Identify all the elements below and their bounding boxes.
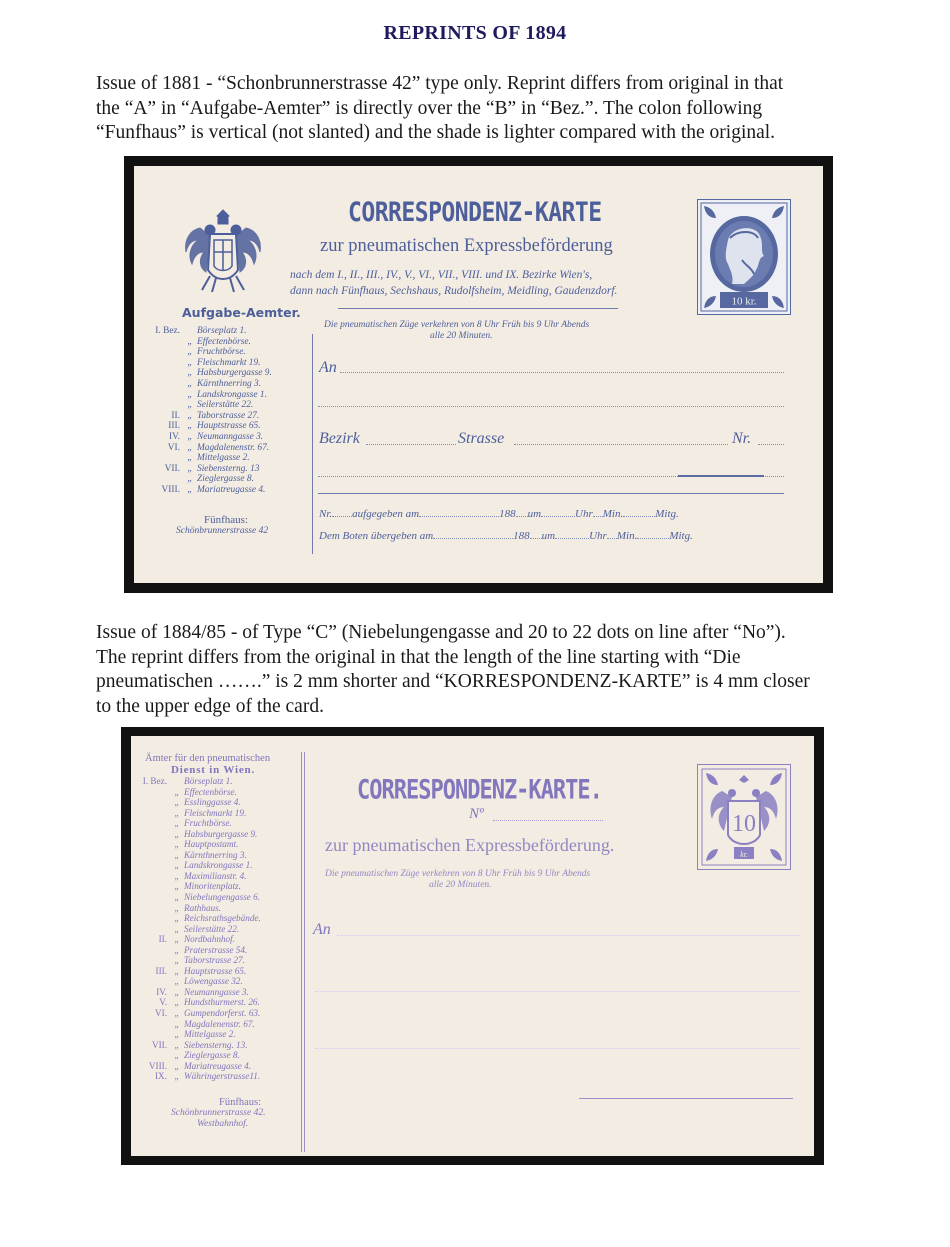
office-row: „ Landskrongasse 1. bbox=[174, 860, 253, 871]
card1-postcard bbox=[134, 166, 823, 583]
office-row: „ Rathhaus. bbox=[174, 902, 222, 913]
card1-address-line bbox=[340, 372, 784, 373]
card1-underline bbox=[678, 475, 764, 477]
office-row: II. „ Nordbahnhof. bbox=[158, 934, 235, 945]
card1-nr-line bbox=[758, 444, 784, 445]
card1-title: CORRESPONDENZ-KARTE bbox=[348, 198, 602, 228]
card1-row2: Dem Boten übergeben am 188 um Uhr Min. Mitg. bbox=[319, 530, 693, 542]
office-row: III. „ Hauptstrasse 65. bbox=[168, 421, 261, 432]
card2-no-mark: Nº bbox=[469, 806, 484, 822]
card2-postcard bbox=[131, 736, 814, 1156]
card1-title-rule bbox=[338, 308, 618, 309]
office-row: IV. „ Neumanngasse 3. bbox=[168, 431, 264, 442]
section1-line: Issue of 1881 - “Schonbrunnerstrasse 42” type only. Reprint differs from original in that bbox=[96, 73, 784, 94]
section1-line: “Funfhaus” is vertical (not slanted) and the shade is lighter compared with the original. bbox=[96, 122, 776, 143]
card2-stamp-unit: kr. bbox=[740, 850, 748, 859]
office-row: I. Bez. Börseplatz 1. bbox=[155, 326, 247, 336]
section2-line: to the upper edge of the card. bbox=[96, 695, 324, 717]
card2-stamp-value: 10 bbox=[732, 811, 756, 837]
card1-strasse-label: Strasse bbox=[458, 430, 505, 447]
office-row: VII. „ Siebensterng. 13. bbox=[151, 1039, 248, 1050]
office-row: „ Mittelgasse 2. bbox=[187, 453, 250, 464]
section2-line: pneumatischen …….” is 2 mm shorter and “KORRESPONDENZ-KARTE” is 4 mm closer bbox=[96, 671, 810, 692]
office-row: „ Effectenbörse. bbox=[174, 786, 237, 797]
fuenfhaus-address: Schönbrunnerstrasse 42 bbox=[176, 526, 269, 536]
card2-address-line bbox=[315, 1048, 799, 1049]
card1-subtitle: zur pneumatischen Expressbeförderung bbox=[320, 236, 613, 256]
office-row: III. „ Hauptstrasse 65. bbox=[155, 965, 247, 976]
card1-row1: Nr. aufgegeben am 188 um Uhr Min. Mitg. bbox=[319, 508, 679, 520]
office-row: „ Löwengasse 32. bbox=[174, 976, 243, 987]
card1-stamp bbox=[697, 199, 791, 315]
office-row: „ Effectenbörse. bbox=[187, 336, 251, 347]
card2-offices-heading-1: Ämter für den pneumatischen bbox=[145, 753, 271, 764]
card2-address-line bbox=[315, 991, 799, 992]
card2-train-note-1: Die pneumatischen Züge verkehren von 8 Uhr Früh bis 9 Uhr Abends bbox=[325, 869, 591, 879]
office-row: VI. „ Magdalenenstr. 67. bbox=[167, 442, 270, 453]
office-row: „ Kärnthnerring 3. bbox=[187, 378, 262, 389]
card2-divider bbox=[301, 752, 302, 1152]
section1-line: the “A” in “Aufgabe-Aemter” is directly over the “B” in “Bez.”. The colon following bbox=[96, 97, 763, 119]
office-row: VIII. „ Mariatreugasse 4. bbox=[148, 1060, 252, 1071]
office-row: „ Magdalenenstr. 67. bbox=[174, 1018, 255, 1029]
card1-stamp-value: 10 kr. bbox=[731, 295, 757, 308]
card1-train-note-1: Die pneumatischen Züge verkehren von 8 Uhr Früh bis 9 Uhr Abends bbox=[324, 320, 590, 330]
section2-description bbox=[96, 621, 856, 719]
office-row: „ Niebelungengasse 6. bbox=[174, 892, 261, 903]
card1-strasse-line bbox=[514, 444, 728, 445]
card2-fuenfhaus-label: Fünfhaus: bbox=[219, 1097, 261, 1108]
office-row: „ Fruchtbörse. bbox=[187, 347, 246, 358]
emperor-portrait-icon bbox=[698, 200, 790, 314]
card2-office-list bbox=[135, 776, 261, 1082]
card2-offices-heading-2: Dienst in Wien. bbox=[171, 764, 256, 776]
office-row: „ Zieglergasse 8. bbox=[187, 474, 254, 485]
office-row: VI. „ Gumpendorferst. 63. bbox=[155, 1008, 261, 1019]
card2-no-line bbox=[493, 820, 603, 821]
card2-fuenfhaus-address: Schönbrunnerstrasse 42. bbox=[171, 1108, 266, 1118]
card1-districts-line2: dann nach Fünfhaus, Sechshaus, Rudolfsheim, Meidling, Gaudenzdorf. bbox=[290, 285, 618, 297]
card2-frame bbox=[121, 727, 824, 1165]
office-row: „ Maximilianstr. 4. bbox=[174, 870, 247, 881]
office-row: V. „ Hundsthurmerst. 26. bbox=[159, 997, 260, 1008]
card2-stamp bbox=[697, 764, 791, 870]
office-row: VII. „ Siebensterng. 13 bbox=[164, 463, 260, 474]
office-row: IX. „ Währingerstrasse11. bbox=[155, 1071, 261, 1082]
office-row: „ Praterstrasse 54. bbox=[174, 944, 248, 955]
card2-divider bbox=[304, 752, 305, 1152]
coat-of-arms-icon bbox=[180, 206, 266, 298]
section2-line: Issue of 1884/85 - of Type “C” (Niebelungengasse and 20 to 22 dots on line after “No”). bbox=[96, 622, 786, 643]
card2-address-line bbox=[337, 935, 799, 936]
office-row: „ Habsburgergasse 9. bbox=[187, 368, 272, 379]
card1-office-list bbox=[148, 326, 272, 496]
card1-divider bbox=[312, 334, 313, 554]
card2-underline bbox=[579, 1098, 793, 1099]
card1-address-line bbox=[318, 406, 784, 407]
card1-districts-line1: nach dem I., II., III., IV., V., VI., VII., VIII. und IX. Bezirke Wien's, bbox=[290, 269, 593, 281]
fuenfhaus-label: Fünfhaus: bbox=[204, 514, 248, 526]
office-row: „ Zieglergasse 8. bbox=[174, 1050, 240, 1061]
office-row: VIII. „ Mariatreugasse 4. bbox=[161, 484, 266, 495]
card1-bezirk-label: Bezirk bbox=[319, 430, 360, 447]
card2-train-note-2: alle 20 Minuten. bbox=[429, 880, 492, 890]
card1-rule bbox=[318, 493, 784, 494]
office-row: „ Habsburgergasse 9. bbox=[174, 828, 258, 839]
card1-nr-label: Nr. bbox=[732, 430, 752, 447]
office-row: „ Seilerstätte 22. bbox=[187, 400, 254, 411]
office-row: „ Landskrongasse 1. bbox=[187, 389, 267, 400]
office-row: „ Fleischmarkt 19. bbox=[174, 807, 247, 818]
section1-description bbox=[96, 72, 856, 146]
card1-train-note-2: alle 20 Minuten. bbox=[430, 331, 493, 341]
office-row: „ Mittelgasse 2. bbox=[174, 1029, 236, 1040]
office-row: II. „ Taborstrasse 27. bbox=[171, 410, 260, 421]
card2-title: CORRESPONDENZ-KARTE. bbox=[357, 775, 602, 806]
page-title: REPRINTS OF 1894 bbox=[383, 22, 567, 44]
office-row: „ Esslinggasse 4. bbox=[174, 797, 241, 808]
office-row: „ Hauptpostamt. bbox=[174, 839, 239, 850]
section2-line: The reprint differs from the original in that the length of the line starting with “Die bbox=[96, 646, 741, 668]
office-row: „ Fruchtbörse. bbox=[174, 818, 232, 829]
offices-heading: Aufgabe-Aemter. bbox=[182, 305, 301, 320]
office-row: „ Kärnthnerring 3. bbox=[174, 849, 247, 860]
office-row: „ Minoritenplatz. bbox=[174, 881, 241, 892]
card2-an-label: An bbox=[313, 921, 331, 938]
card1-bezirk-line bbox=[366, 444, 456, 445]
office-row: „ Taborstrasse 27. bbox=[174, 955, 245, 966]
double-eagle-stamp-icon bbox=[698, 765, 790, 869]
card2-subtitle: zur pneumatischen Expressbeförderung. bbox=[325, 835, 615, 855]
office-row: IV. „ Neumanngasse 3. bbox=[156, 986, 249, 997]
card2-westbahnhof: Westbahnhof. bbox=[197, 1119, 249, 1129]
office-row: „ Reichsrathsgebände. bbox=[174, 913, 261, 924]
office-row: „ Seilerstätte 22. bbox=[174, 923, 240, 934]
office-row: „ Fleischmarkt 19. bbox=[187, 357, 261, 368]
office-row: I. Bez. Börseplatz 1. bbox=[142, 776, 233, 786]
card1-an-label: An bbox=[319, 359, 337, 376]
card1-frame bbox=[124, 156, 833, 593]
